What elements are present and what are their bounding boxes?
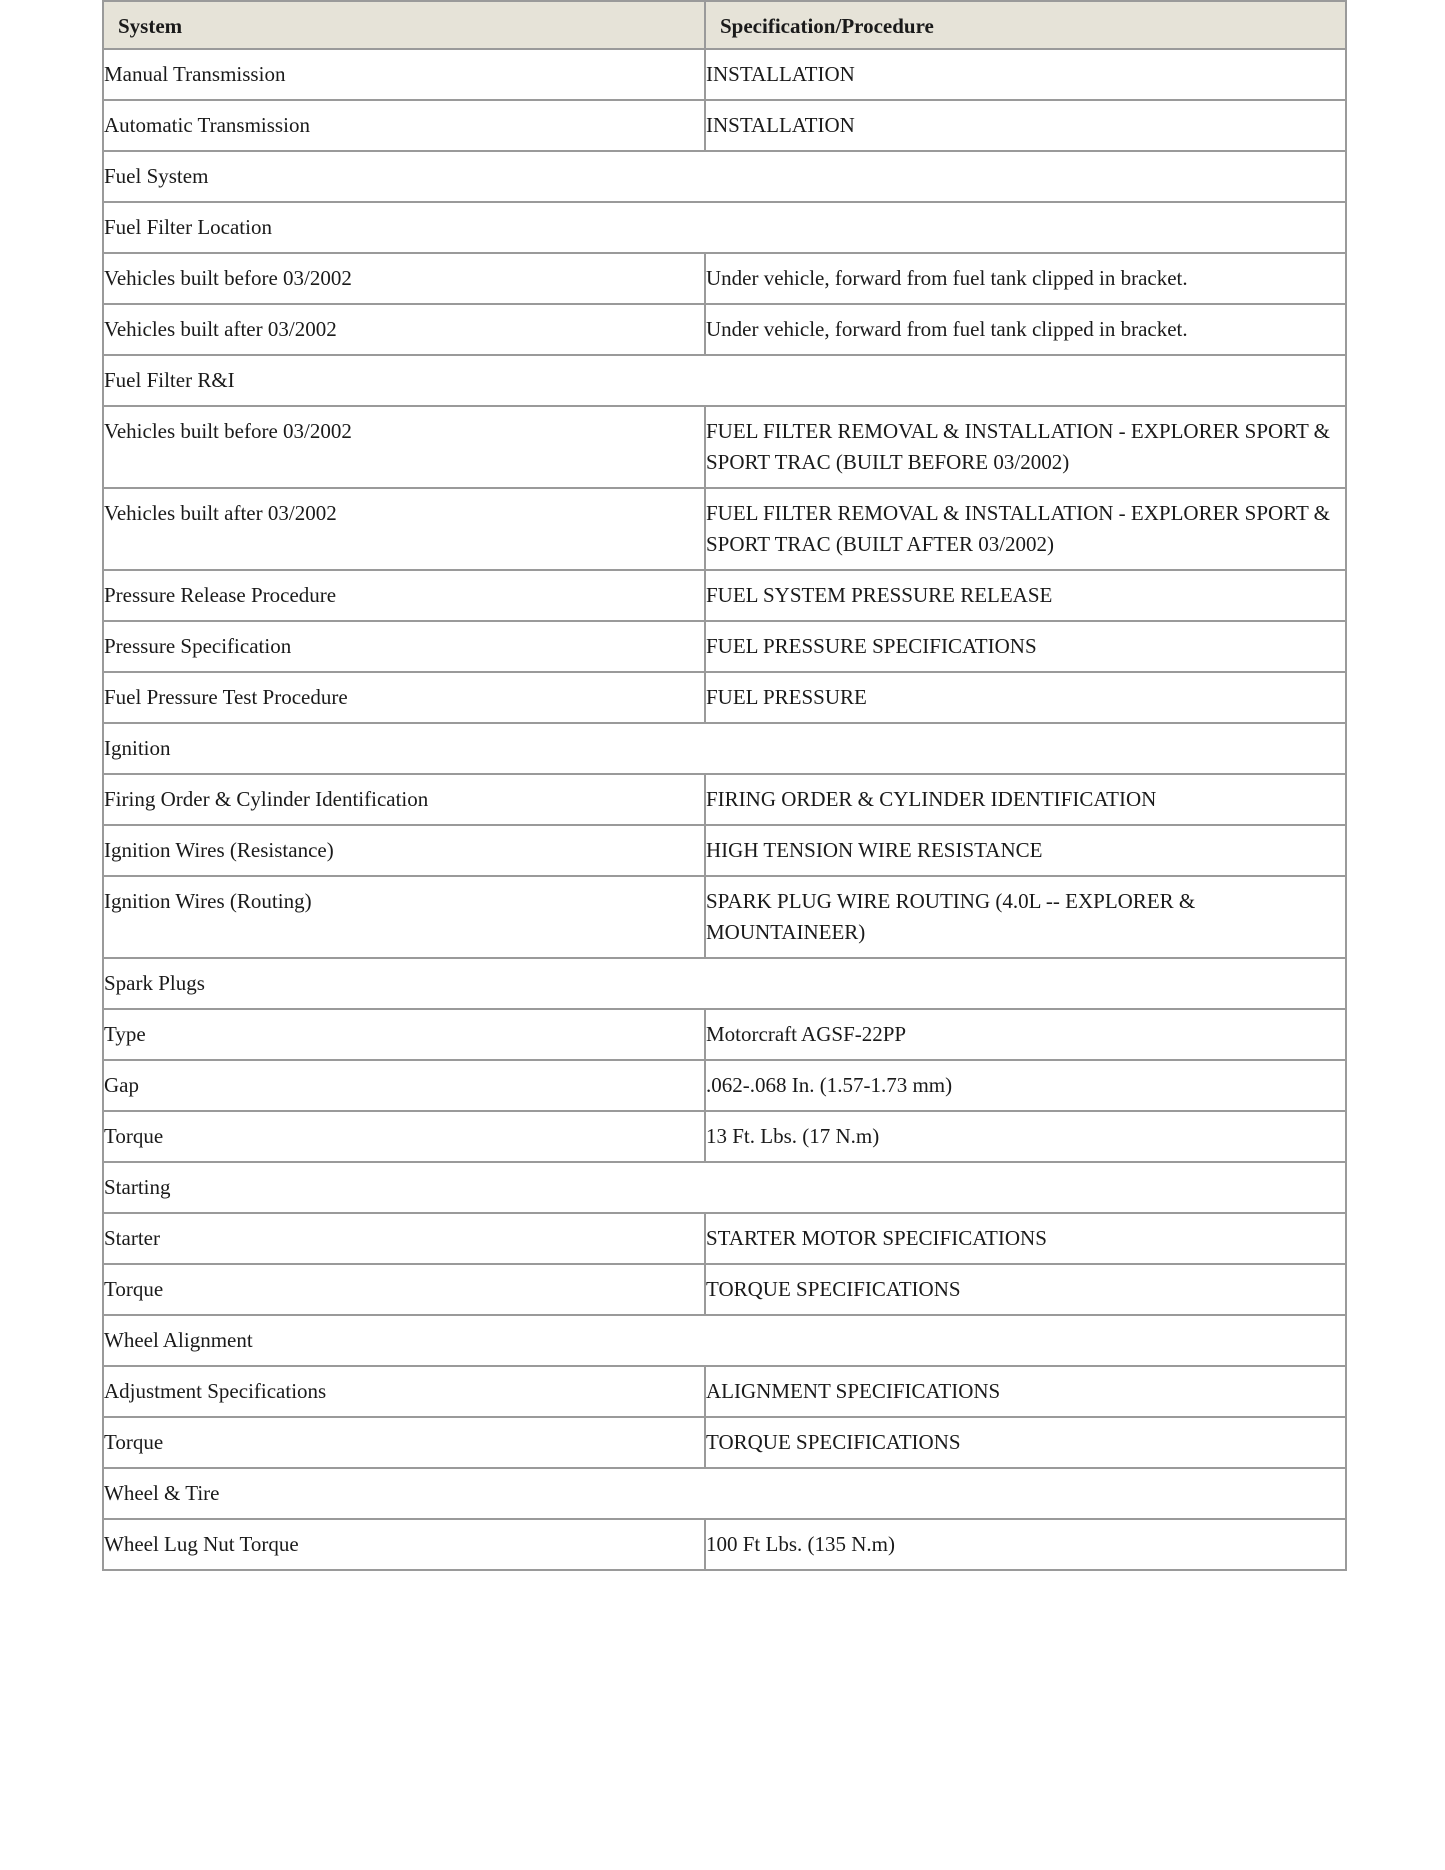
spec-cell: Motorcraft AGSF-22PP (705, 1009, 1346, 1060)
spec-cell: FUEL PRESSURE (705, 672, 1346, 723)
spec-cell: Under vehicle, forward from fuel tank clipped in bracket. (705, 253, 1346, 304)
table-row (103, 253, 1346, 304)
system-cell: Type (103, 1009, 705, 1060)
table-row (103, 1009, 1346, 1060)
subsection-heading: Fuel Filter R&I (103, 355, 1346, 406)
subsection-row (103, 202, 1346, 253)
spec-cell: TORQUE SPECIFICATIONS (705, 1417, 1346, 1468)
system-cell: Starter (103, 1213, 705, 1264)
table-row (103, 1366, 1346, 1417)
section-row (103, 1162, 1346, 1213)
system-cell: Adjustment Specifications (103, 1366, 705, 1417)
table-row (103, 774, 1346, 825)
system-cell: Pressure Specification (103, 621, 705, 672)
system-cell: Wheel Lug Nut Torque (103, 1519, 705, 1570)
system-cell: Fuel Pressure Test Procedure (103, 672, 705, 723)
section-heading: Wheel & Tire (103, 1468, 1346, 1519)
specifications-table (102, 0, 1347, 1571)
table-row (103, 100, 1346, 151)
table-row (103, 1264, 1346, 1315)
table-row (103, 1111, 1346, 1162)
spec-cell: FUEL FILTER REMOVAL & INSTALLATION - EXPLORER SPORT & SPORT TRAC (BUILT AFTER 03/2002) (705, 488, 1346, 570)
system-cell: Firing Order & Cylinder Identification (103, 774, 705, 825)
subsection-heading: Fuel Filter Location (103, 202, 1346, 253)
system-cell: Gap (103, 1060, 705, 1111)
system-cell: Torque (103, 1111, 705, 1162)
table-row (103, 672, 1346, 723)
table-row (103, 1060, 1346, 1111)
table-header-row (103, 1, 1346, 49)
spec-cell: INSTALLATION (705, 100, 1346, 151)
spec-cell: SPARK PLUG WIRE ROUTING (4.0L -- EXPLORER & MOUNTAINEER) (705, 876, 1346, 958)
system-cell: Pressure Release Procedure (103, 570, 705, 621)
system-cell: Torque (103, 1417, 705, 1468)
system-cell: Vehicles built before 03/2002 (103, 253, 705, 304)
section-heading: Wheel Alignment (103, 1315, 1346, 1366)
system-cell: Torque (103, 1264, 705, 1315)
table-row (103, 1519, 1346, 1570)
spec-cell: Under vehicle, forward from fuel tank clipped in bracket. (705, 304, 1346, 355)
table-row (103, 488, 1346, 570)
subsection-row (103, 355, 1346, 406)
table-row (103, 876, 1346, 958)
table-row (103, 406, 1346, 488)
system-cell: Automatic Transmission (103, 100, 705, 151)
system-cell: Vehicles built before 03/2002 (103, 406, 705, 488)
spec-cell: INSTALLATION (705, 49, 1346, 100)
spec-cell: ALIGNMENT SPECIFICATIONS (705, 1366, 1346, 1417)
spec-cell: FUEL SYSTEM PRESSURE RELEASE (705, 570, 1346, 621)
table-row (103, 570, 1346, 621)
section-row (103, 151, 1346, 202)
system-cell: Manual Transmission (103, 49, 705, 100)
column-header-specification: Specification/Procedure (705, 1, 1346, 49)
system-cell: Ignition Wires (Resistance) (103, 825, 705, 876)
table-row (103, 49, 1346, 100)
section-row (103, 958, 1346, 1009)
spec-cell: FUEL PRESSURE SPECIFICATIONS (705, 621, 1346, 672)
spec-cell: 100 Ft Lbs. (135 N.m) (705, 1519, 1346, 1570)
spec-cell: .062-.068 In. (1.57-1.73 mm) (705, 1060, 1346, 1111)
column-header-system: System (103, 1, 705, 49)
section-row (103, 1315, 1346, 1366)
table-row (103, 1417, 1346, 1468)
table-row (103, 304, 1346, 355)
spec-cell: FIRING ORDER & CYLINDER IDENTIFICATION (705, 774, 1346, 825)
section-heading: Spark Plugs (103, 958, 1346, 1009)
section-heading: Starting (103, 1162, 1346, 1213)
system-cell: Vehicles built after 03/2002 (103, 488, 705, 570)
table-row (103, 825, 1346, 876)
table-row (103, 621, 1346, 672)
spec-cell: STARTER MOTOR SPECIFICATIONS (705, 1213, 1346, 1264)
section-row (103, 723, 1346, 774)
spec-cell: HIGH TENSION WIRE RESISTANCE (705, 825, 1346, 876)
spec-cell: TORQUE SPECIFICATIONS (705, 1264, 1346, 1315)
system-cell: Vehicles built after 03/2002 (103, 304, 705, 355)
section-heading: Fuel System (103, 151, 1346, 202)
spec-cell: 13 Ft. Lbs. (17 N.m) (705, 1111, 1346, 1162)
section-row (103, 1468, 1346, 1519)
table-row (103, 1213, 1346, 1264)
system-cell: Ignition Wires (Routing) (103, 876, 705, 958)
spec-cell: FUEL FILTER REMOVAL & INSTALLATION - EXPLORER SPORT & SPORT TRAC (BUILT BEFORE 03/2002) (705, 406, 1346, 488)
section-heading: Ignition (103, 723, 1346, 774)
